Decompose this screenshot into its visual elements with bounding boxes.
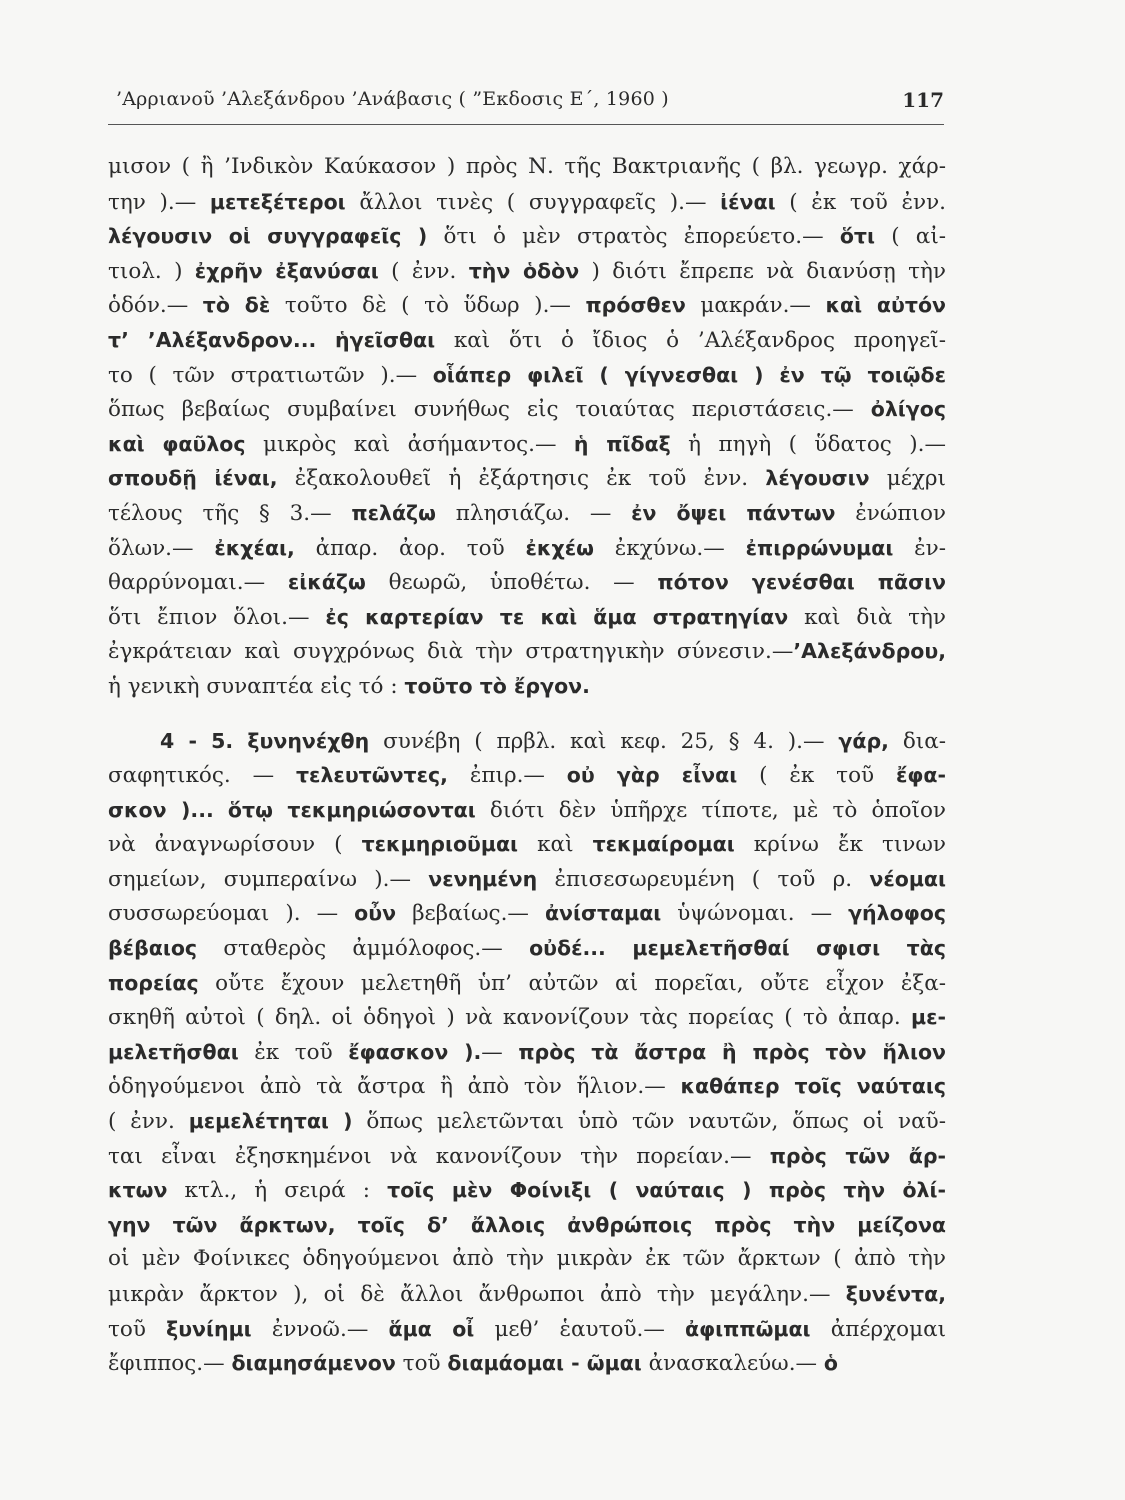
text-line (108, 461, 946, 496)
text-line (108, 392, 946, 427)
gloss: ὑψώνομαι. (661, 901, 811, 927)
text-line (108, 1173, 946, 1208)
gloss: ἀνασκαλεύω. (641, 1351, 796, 1377)
gloss: ὅτι ἔπιον ὅλοι. (108, 604, 288, 630)
gloss: ἐννοῶ. (251, 1316, 347, 1342)
gloss: — (203, 1351, 232, 1377)
gloss: τοῦτο δὲ ( τὸ ὕδωρ ). (270, 293, 550, 319)
lemma: διαμάομαι - ῶμαι (447, 1351, 642, 1376)
lemma: ἐς καρτερίαν τε καὶ ἅμα στρατηγίαν (325, 604, 789, 629)
lemma: ἐκχέαι, (214, 535, 295, 560)
lemma: ἀφιππῶμαι (685, 1316, 811, 1341)
gloss: σταθερὸς ἀμμόλοφος. (197, 936, 482, 962)
lemma: τὴν ὁδὸν (468, 258, 580, 283)
gloss: την ). (108, 189, 175, 215)
lemma: ξυνέντα, (845, 1282, 946, 1306)
text-line (108, 1242, 946, 1277)
gloss: μικρὸς καὶ ἀσήμαντος. (245, 431, 535, 457)
lemma: λέγουσιν (765, 466, 870, 491)
text-line (108, 531, 946, 566)
text-line (108, 758, 946, 793)
gloss: καὶ ὅτι ὁ ἴδιος ὁ ’Αλέξανδρος προηγεῖ- (435, 327, 947, 353)
gloss: καὶ διὰ τὴν (788, 604, 946, 630)
gloss: πλησιάζω. (435, 500, 590, 526)
lemma: τ’ ’Αλέξανδρον... (108, 327, 317, 352)
gloss: ἐπιρ. (447, 763, 524, 789)
gloss: νὰ ἀναγνωρίσουν ( (108, 832, 362, 858)
lemma: σπουδῇ ἰέναι, (108, 466, 278, 491)
lemma: τελευτῶντες, (295, 763, 448, 788)
gloss: ( ἐνν. (378, 258, 469, 284)
gloss: — (174, 189, 210, 215)
gloss: ἐκ τοῦ (238, 1039, 349, 1065)
gloss: ται εἶναι ἐξησκημένοι νὰ κανονίζουν τὴν πορείαν. (108, 1143, 730, 1169)
gloss: μεθ’ ἑαυτοῦ. (474, 1316, 644, 1342)
gloss: — (802, 224, 840, 250)
lemma: γην τῶν ἄρκτων, τοῖς δ’ ἄλλοις ἀνθρώποις πρὸς τὴν μείζονα (108, 1212, 946, 1237)
gloss: — (481, 936, 530, 962)
gloss: ὅπως βεβαίως συμβαίνει συνήθως εἰς τοιαύτας περιστάσεις. (108, 397, 833, 423)
gloss: τοῦ (108, 1316, 167, 1342)
gloss: ὁδόν. (108, 293, 167, 319)
lemma: τεκμηριοῦμαι (361, 832, 519, 857)
lemma: καθάπερ τοῖς ναύταις (680, 1074, 946, 1099)
gloss: κρίνω ἔκ τινων (734, 832, 946, 858)
commentary-text (108, 150, 946, 1381)
page-number: 117 (902, 88, 944, 112)
gloss: — (808, 1282, 846, 1307)
gloss: ἐν- (893, 535, 946, 561)
lemma: κτων (108, 1178, 168, 1203)
gloss: ἀπέρχομαι (810, 1316, 947, 1342)
gloss: — (243, 570, 288, 596)
gloss: — (643, 1316, 686, 1342)
text-line (108, 1035, 946, 1070)
lemma: πρὸς τῶν ἄρ- (769, 1143, 947, 1168)
gloss: — (172, 535, 215, 561)
gloss: — (684, 189, 721, 215)
gloss: ἄλλοι τινὲς ( συγγραφεῖς ). (345, 189, 685, 215)
text-line (108, 219, 946, 254)
lemma: ὅτι (839, 224, 875, 249)
lemma: ὅτῳ τεκμηριώσονται (227, 797, 476, 822)
text-line (108, 862, 946, 897)
lemma: τὸ δὲ (202, 293, 271, 318)
lemma: καὶ αὐτόν (825, 293, 946, 318)
gloss: τιολ. ) (108, 258, 195, 284)
lemma: σκον )... (108, 797, 214, 822)
gloss: — (771, 639, 794, 665)
gloss: καὶ (518, 832, 593, 858)
gloss: — (389, 866, 429, 892)
text-line (108, 724, 946, 759)
gloss: το ( τῶν στρατιωτῶν ). (108, 362, 396, 388)
gloss: ἀπαρ. ἀορ. τοῦ (294, 535, 526, 561)
text-line (108, 427, 946, 462)
gloss: βεβαίως. (396, 901, 508, 927)
lemma: ὁ (823, 1351, 838, 1376)
lemma: ἀνίσταμαι (544, 901, 662, 926)
gloss: — (310, 500, 352, 526)
text-line (108, 323, 946, 358)
lemma: μεμελέτηται ) (188, 1109, 353, 1134)
text-line (108, 1208, 946, 1243)
lemma: 4 - 5. ξυνηνέχθη (160, 728, 370, 753)
lemma: ἅμα οἶ (388, 1316, 475, 1341)
header-rule (108, 124, 944, 125)
gloss: οἱ μὲν Φοίνικες ὁδηγούμενοι ἀπὸ τὴν μικρὰν ἐκ τῶν ἄρκτων ( ἀπὸ τὴν (108, 1246, 946, 1272)
text-line (108, 634, 946, 669)
text-line (108, 1139, 946, 1174)
lemma: γάρ, (838, 728, 889, 753)
text-line (108, 254, 946, 289)
gloss: — (287, 604, 326, 630)
gloss: μέχρι (869, 466, 946, 492)
lemma: ἐπιρρώνυμαι (745, 535, 894, 560)
gloss: ( αἰ- (874, 224, 947, 250)
gloss: ἔφιππος. (108, 1351, 204, 1377)
gloss (214, 798, 228, 823)
gloss: — (789, 293, 826, 319)
gloss: μακράν. (685, 293, 790, 319)
lemma: ἰέναι (720, 189, 776, 214)
gloss: — (481, 1039, 519, 1065)
gloss: θεωρῶ, ὑποθέτω. (365, 570, 614, 596)
text-line (108, 358, 946, 393)
text-line (108, 496, 946, 531)
lemma: τοῖς μὲν Φοίνιξι ( ναύταις ) πρὸς τὴν ὀλί- (387, 1178, 946, 1203)
lemma: βέβαιος (108, 936, 198, 961)
gloss: ) διότι ἔπρεπε νὰ διανύσῃ τὴν (579, 258, 946, 284)
gloss: σημείων, συμπεραίνω ). (108, 866, 390, 892)
gloss: συσσωρεύομαι ). (108, 901, 317, 927)
text-line (108, 565, 946, 600)
text-line (108, 1104, 946, 1139)
gloss: ὅτι ὁ μὲν στρατὸς ἐπορεύετο. (427, 224, 803, 250)
text-line (108, 669, 946, 704)
header-title: ’Αρριανοῦ ’Αλεξάνδρου ’Ανάβασις ( ”Εκδοσις Ε΄, 1960 ) (116, 88, 669, 110)
gloss: — (535, 431, 574, 457)
gloss: — (549, 293, 586, 319)
gloss: κτλ., ἡ σειρά : (167, 1178, 388, 1204)
lemma: ἐν ὄψει πάντων (631, 500, 836, 525)
gloss (316, 328, 335, 353)
lemma: πελάζω (351, 500, 436, 525)
lemma: μελετῆσθαι (108, 1039, 239, 1064)
lemma: πορείας (108, 970, 199, 995)
text-line (108, 966, 946, 1001)
lemma: τεκμαίρομαι (592, 832, 735, 857)
lemma: ξυνίημι (166, 1316, 252, 1341)
gloss: ( ἐκ τοῦ (737, 763, 896, 789)
gloss: ἐγκράτειαν καὶ συγχρόνως διὰ τὴν στρατηγικὴν σύνεσιν. (108, 639, 772, 665)
lemma: λέγουσιν οἱ συγγραφεῖς ) (108, 224, 428, 249)
text-line (108, 600, 946, 635)
text-line (108, 1312, 946, 1347)
gloss: ἐνώπιον (835, 500, 946, 526)
text-line (108, 1069, 946, 1104)
lemma: πρόσθεν (585, 293, 686, 318)
lemma: ἐκχέω (525, 535, 594, 560)
lemma: οὐδέ... μεμελετῆσθαί σφισι τὰς (529, 936, 946, 961)
gloss: τοῦ (395, 1351, 448, 1377)
text-line (108, 185, 946, 220)
gloss: — (166, 293, 203, 319)
gloss: ἡ γενικὴ συναπτέα εἰς τό : (108, 673, 405, 699)
gloss: — (589, 500, 632, 526)
text-line (108, 288, 946, 323)
gloss: διότι δὲν ὑπῆρχε τίποτε, μὲ τὸ ὁποῖον (475, 797, 946, 823)
gloss: — (832, 397, 871, 423)
gloss: σαφητικός. (108, 763, 253, 789)
gloss: — (803, 728, 839, 754)
gloss: ἐκχύνω. (593, 535, 704, 561)
gloss: — (703, 535, 746, 561)
lemma: καὶ φαῦλος (108, 431, 246, 456)
text-line (108, 1277, 946, 1312)
gloss: — (795, 1351, 824, 1377)
gloss: ἐπισεσωρευμένη ( τοῦ ρ. (537, 866, 870, 892)
text-line (108, 150, 946, 185)
lemma: οὐ γὰρ εἶναι (566, 763, 738, 788)
lemma: τοῦτο τὸ ἔργον. (404, 673, 590, 698)
gloss: ἡ πηγὴ ( ὕδατος ). (670, 431, 925, 457)
text-line (108, 827, 946, 862)
gloss: μικρὰν ἄρκτον ), οἱ δὲ ἄλλοι ἄνθρωποι ἀπὸ τὴν μεγάλην. (108, 1282, 809, 1307)
gloss: — (346, 1316, 389, 1342)
lemma: με- (910, 1005, 946, 1030)
gloss: οὔτε ἔχουν μελετηθῆ ὑπ’ αὐτῶν αἱ πορεῖαι, οὔτε εἶχον ἐξα- (198, 970, 946, 996)
lemma: νέομαι (869, 866, 946, 891)
gloss: — (810, 901, 849, 927)
gloss: δια- (888, 728, 946, 754)
lemma: νενημένη (428, 866, 538, 891)
gloss: — (924, 431, 946, 457)
lemma: ἔφα- (895, 763, 946, 788)
gloss: ( ἐνν. (108, 1109, 189, 1135)
lemma: ἐχρῆν ἐξανύσαι (194, 258, 379, 283)
lemma: ἡ πῖδαξ (573, 431, 671, 456)
gloss: — (644, 1074, 681, 1100)
gloss: συνέβη ( πρβλ. καὶ κεφ. 25, § 4. ). (369, 728, 804, 754)
text-line (108, 896, 946, 931)
gloss: ὅπως μελετῶνται ὑπὸ τῶν ναυτῶν, ὅπως οἱ ναῦ- (352, 1109, 946, 1135)
gloss: τέλους τῆς § 3. (108, 500, 311, 526)
lemma: ἡγεῖσθαι (335, 327, 436, 352)
text-line (108, 1000, 946, 1035)
lemma: διαμησάμενον (231, 1351, 396, 1376)
gloss: — (252, 763, 296, 789)
gloss: — (613, 570, 658, 596)
text-line (108, 931, 946, 966)
lemma: ἔφασκον ). (348, 1039, 482, 1064)
running-header (108, 86, 944, 116)
gloss: σκηθῆ αὐτοὶ ( δηλ. οἱ ὁδηγοὶ ) νὰ κανονίζουν τὰς πορείας ( τὸ ἀπαρ. (108, 1005, 911, 1031)
gloss: ὅλων. (108, 535, 173, 561)
gloss: — (729, 1143, 770, 1169)
gloss: ( ἐκ τοῦ ἐνν. (775, 189, 947, 215)
gloss: — (507, 901, 545, 927)
lemma: πότον γενέσθαι πᾶσιν (657, 570, 947, 595)
gloss: — (395, 362, 433, 388)
gloss: — (523, 763, 567, 789)
text-line (108, 793, 946, 828)
lemma: γήλοφος (848, 901, 946, 926)
lemma: πρὸς τὰ ἄστρα ἢ πρὸς τὸν ἥλιον (518, 1039, 947, 1064)
gloss: θαρρύνομαι. (108, 570, 244, 596)
lemma: οἷάπερ φιλεῖ ( γίγνεσθαι ) ἐν τῷ τοιῷδε (432, 362, 946, 387)
gloss: ὁδηγούμενοι ἀπὸ τὰ ἄστρα ἢ ἀπὸ τὸν ἥλιον. (108, 1074, 645, 1100)
lemma: εἰκάζω (287, 570, 366, 595)
lemma: οὖν (354, 901, 397, 926)
lemma: ’Αλεξάνδρου, (793, 639, 946, 664)
lemma: μετεξέτεροι (209, 189, 346, 214)
lemma: ὀλίγος (870, 397, 946, 422)
gloss: μισον ( ἢ ’Ινδικὸν Καύκασον ) πρὸς Ν. τῆς Βακτριανῆς ( βλ. γεωγρ. χάρ- (108, 154, 946, 179)
gloss: ἐξακολουθεῖ ἡ ἐξάρτησις ἐκ τοῦ ἐνν. (277, 466, 766, 492)
text-line (108, 1346, 946, 1381)
gloss: — (316, 901, 355, 927)
